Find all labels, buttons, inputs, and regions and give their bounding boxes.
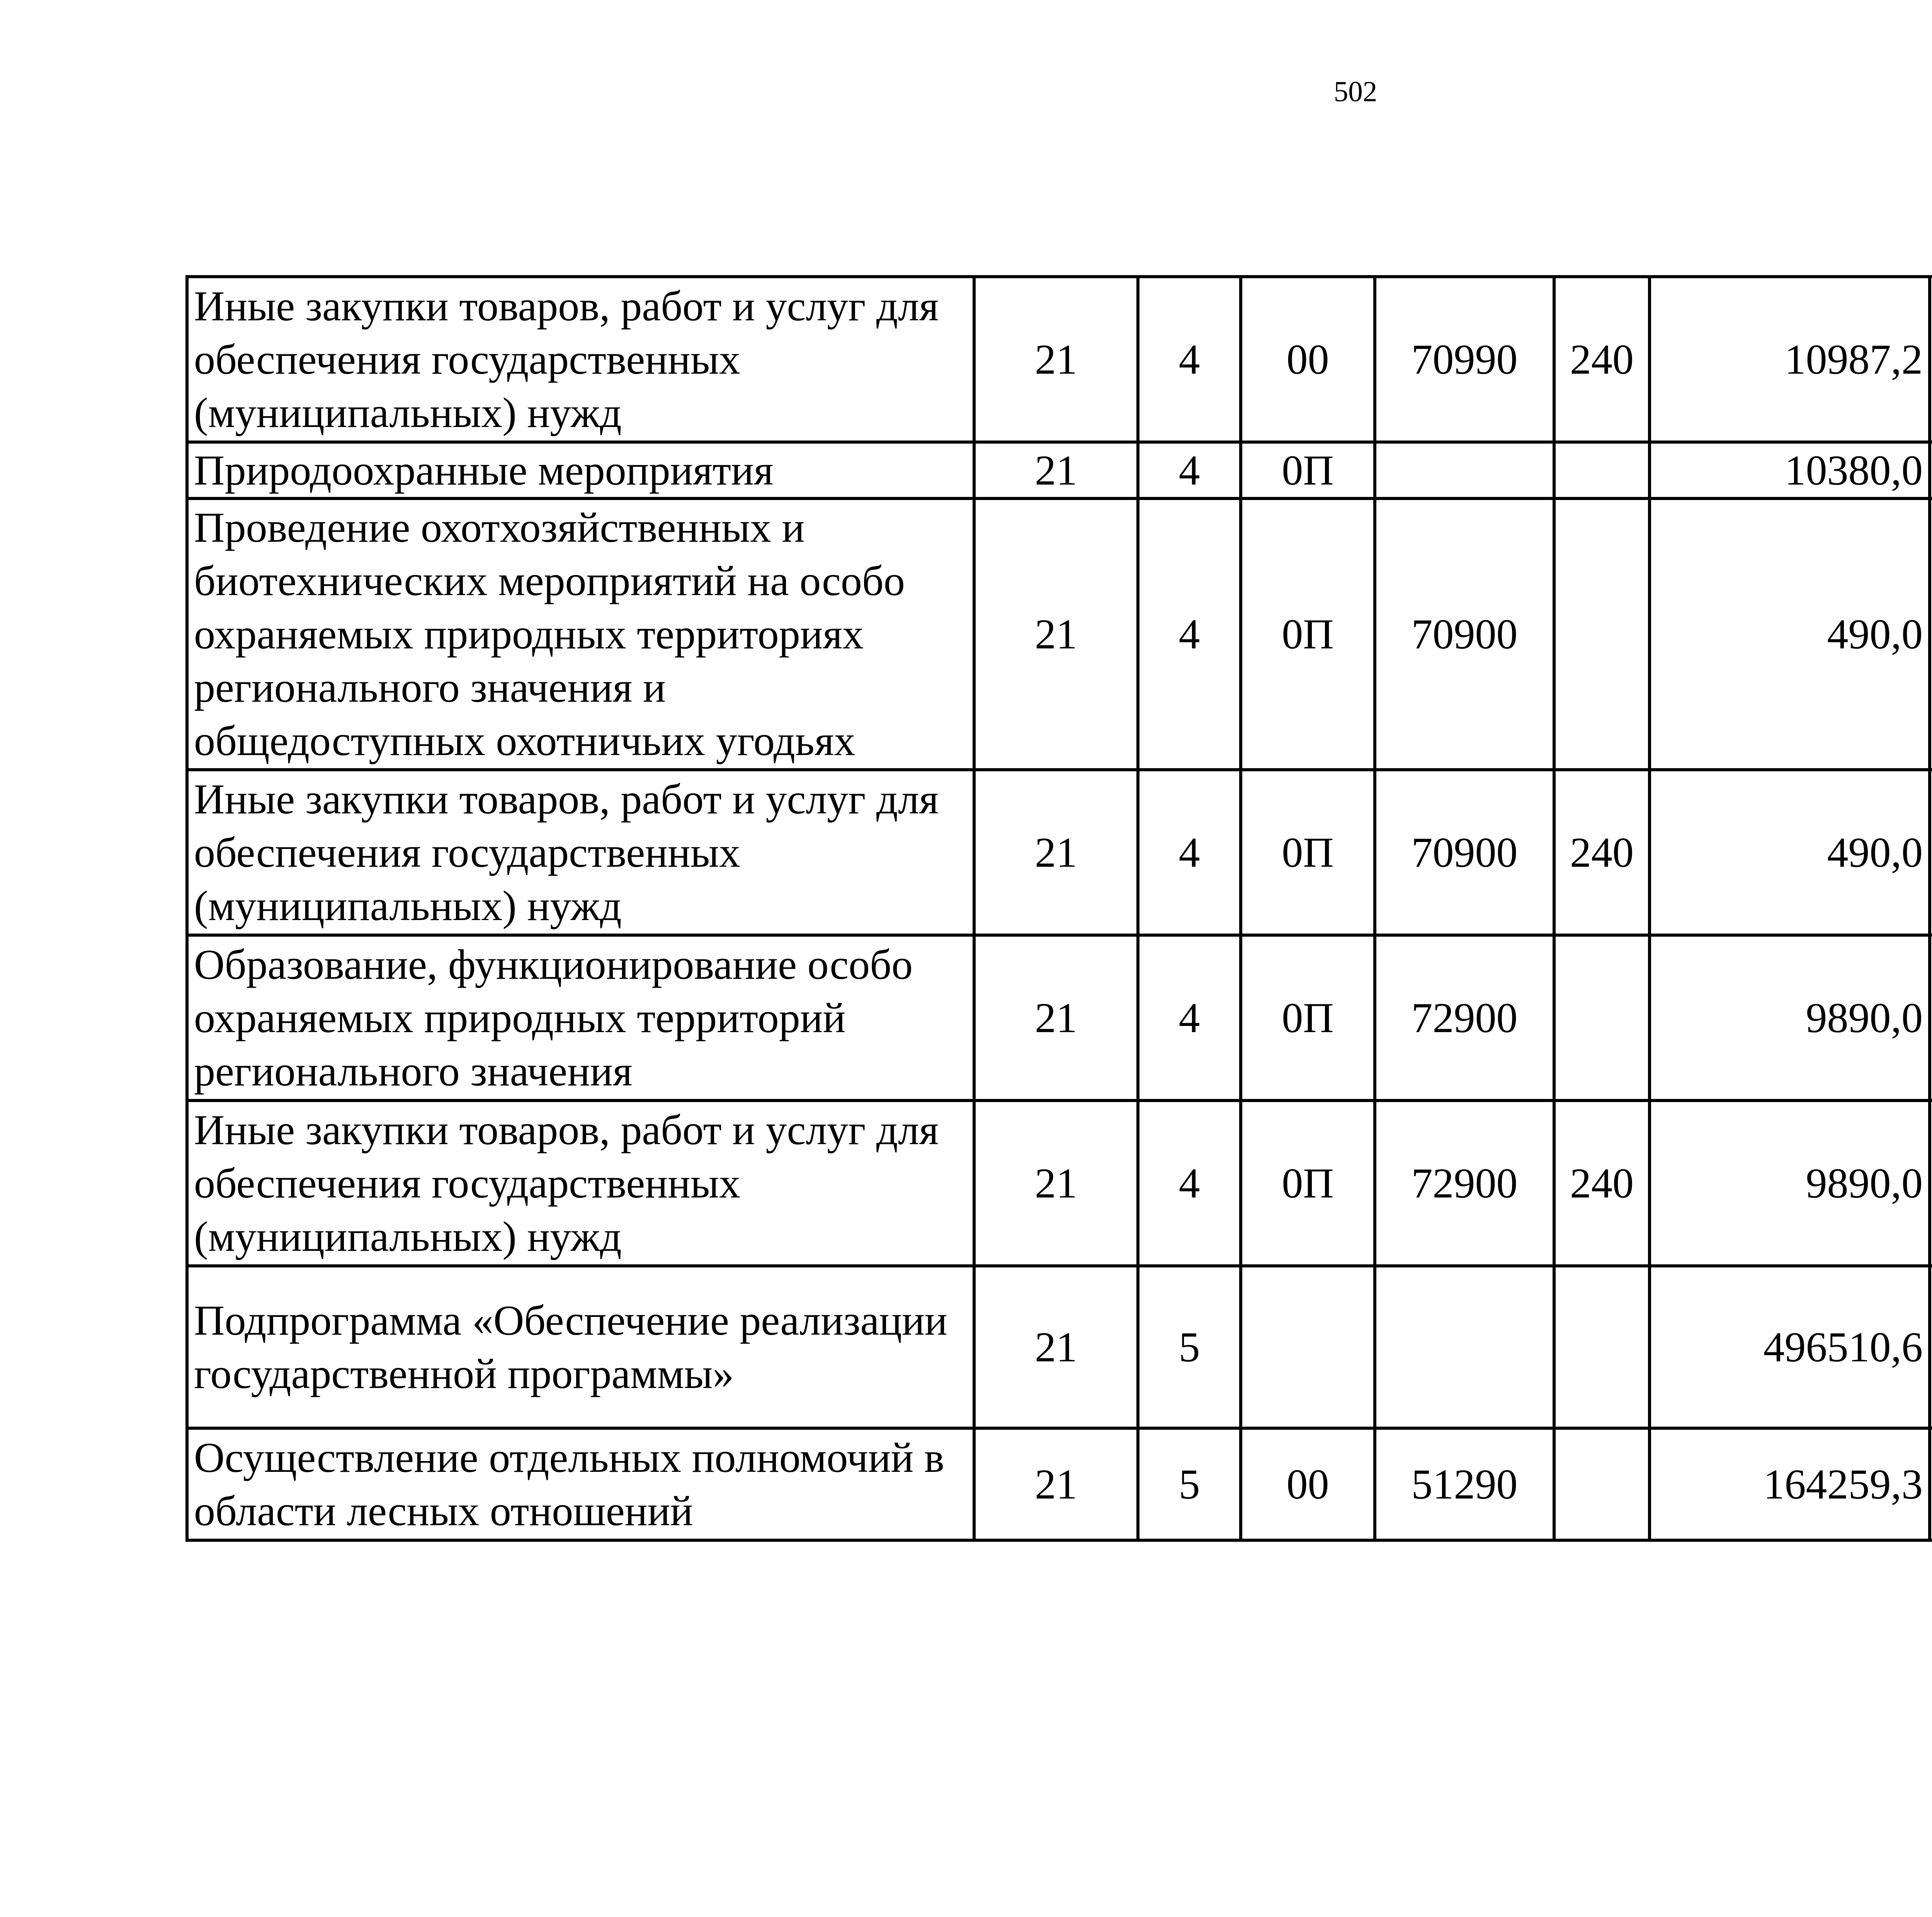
value-cell [1930, 770, 1932, 935]
table-row [187, 770, 1932, 935]
code-cell: 51290 [1375, 1428, 1554, 1540]
value-cell: 164259,3 [1650, 1428, 1930, 1540]
row-name-cell: Образование, функционирование особо охраняемых природных территорий регионального значения [187, 935, 974, 1101]
code-cell [1554, 498, 1650, 770]
page-number: 502 [1333, 76, 1378, 108]
code-cell: 70900 [1375, 770, 1554, 935]
code-cell: 21 [974, 498, 1138, 770]
value-cell: 490,0 [1650, 498, 1930, 770]
table-row [187, 498, 1932, 770]
row-name-cell: Природоохранные мероприятия [187, 442, 974, 498]
code-cell: 4 [1138, 277, 1241, 442]
code-cell: 21 [974, 935, 1138, 1101]
code-cell: 4 [1138, 442, 1241, 498]
code-cell [1554, 1428, 1650, 1540]
code-cell: 5 [1138, 1266, 1241, 1428]
value-cell: 10380,0 [1650, 442, 1930, 498]
row-name-cell: Иные закупки товаров, работ и услуг для обеспечения государственных (муниципальных) нужд [187, 770, 974, 935]
value-cell [1930, 498, 1932, 770]
code-cell: 72900 [1375, 1101, 1554, 1266]
table-row [187, 277, 1932, 442]
code-cell: 5 [1138, 1428, 1241, 1540]
table-row [187, 1101, 1932, 1266]
code-cell [1554, 1266, 1650, 1428]
code-cell: 21 [974, 1266, 1138, 1428]
value-cell: 490,0 [1650, 770, 1930, 935]
code-cell: 240 [1554, 1101, 1650, 1266]
value-cell: 9890,0 [1650, 1101, 1930, 1266]
value-cell [1930, 1428, 1932, 1540]
value-cell [1930, 1266, 1932, 1428]
code-cell: 4 [1138, 935, 1241, 1101]
code-cell: 21 [974, 770, 1138, 935]
code-cell: 21 [974, 1428, 1138, 1540]
value-cell: 9890,0 [1650, 935, 1930, 1101]
budget-table [185, 275, 1932, 1542]
row-name-cell: Иные закупки товаров, работ и услуг для обеспечения государственных (муниципальных) нужд [187, 1101, 974, 1266]
code-cell: 240 [1554, 770, 1650, 935]
value-cell [1930, 1101, 1932, 1266]
code-cell: 00 [1241, 277, 1375, 442]
code-cell: 70990 [1375, 277, 1554, 442]
code-cell: 0П [1241, 770, 1375, 935]
table-row [187, 1428, 1932, 1540]
code-cell: 240 [1554, 277, 1650, 442]
code-cell: 4 [1138, 1101, 1241, 1266]
table-row [187, 1266, 1932, 1428]
table-row [187, 935, 1932, 1101]
row-name-cell: Проведение охотхозяйственных и биотехнических мероприятий на особо охраняемых природных территориях регионального значения и общедоступных охотничьих угодьях [187, 498, 974, 770]
code-cell: 70900 [1375, 498, 1554, 770]
value-cell: 496510,6 [1650, 1266, 1930, 1428]
code-cell: 0П [1241, 498, 1375, 770]
code-cell [1554, 442, 1650, 498]
table-row [187, 442, 1932, 498]
code-cell: 72900 [1375, 935, 1554, 1101]
code-cell [1241, 1266, 1375, 1428]
code-cell: 21 [974, 277, 1138, 442]
code-cell: 4 [1138, 498, 1241, 770]
row-name-cell: Осуществление отдельных полномочий в области лесных отношений [187, 1428, 974, 1540]
code-cell: 0П [1241, 1101, 1375, 1266]
value-cell [1930, 277, 1932, 442]
value-cell: 10987,2 [1650, 277, 1930, 442]
code-cell [1554, 935, 1650, 1101]
code-cell: 00 [1241, 1428, 1375, 1540]
code-cell: 0П [1241, 442, 1375, 498]
value-cell [1930, 442, 1932, 498]
code-cell: 21 [974, 442, 1138, 498]
code-cell [1375, 1266, 1554, 1428]
code-cell: 21 [974, 1101, 1138, 1266]
value-cell [1930, 935, 1932, 1101]
row-name-cell: Подпрограмма «Обеспечение реализации государственной программы» [187, 1266, 974, 1428]
row-name-cell: Иные закупки товаров, работ и услуг для обеспечения государственных (муниципальных) нужд [187, 277, 974, 442]
code-cell [1375, 442, 1554, 498]
code-cell: 4 [1138, 770, 1241, 935]
code-cell: 0П [1241, 935, 1375, 1101]
